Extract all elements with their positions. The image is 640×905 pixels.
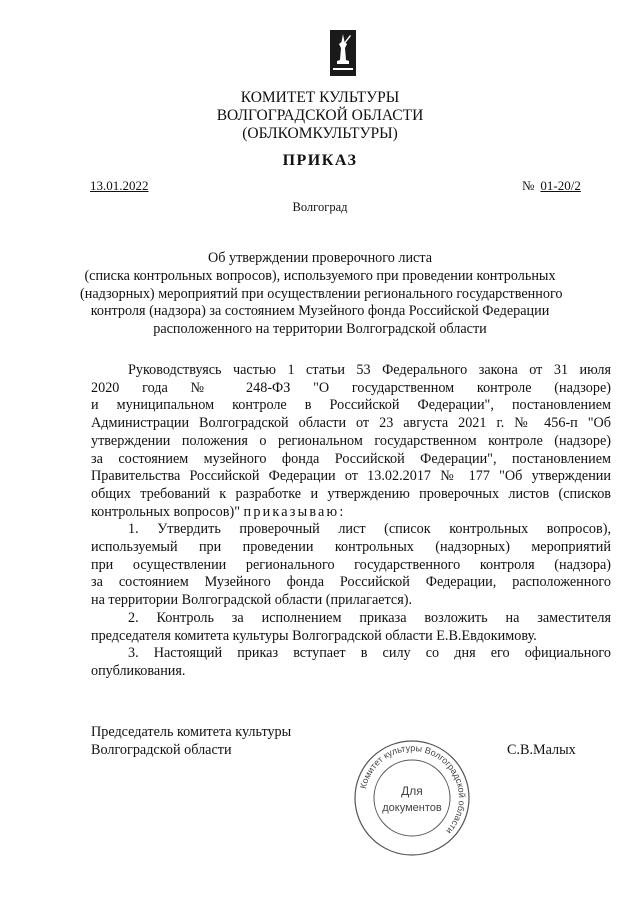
item1-line: за состоянием Музейного фонда Российской Федерации, расположенного	[91, 574, 611, 591]
subject-line: расположенного на территории Волгоградской области	[153, 321, 487, 338]
preamble-line: за состоянием музейного фонда Российской Федерации", постановлением	[91, 450, 611, 467]
document-subject	[80, 250, 563, 339]
preamble-line: утверждении положения о региональном государственном контроле (надзоре)	[91, 432, 611, 449]
preamble-line: Администрации Волгоградской области от 23 августа 2021 г. № 456-п "Об	[91, 415, 611, 432]
document-number	[522, 178, 581, 194]
coat-of-arms-emblem-icon	[330, 30, 356, 76]
item2-line: председателя комитета культуры Волгоградской области Е.В.Евдокимову.	[91, 627, 537, 644]
document-type-title: ПРИКАЗ	[282, 152, 358, 169]
document-city: Волгоград	[292, 200, 348, 214]
stamp-ring-text: Комитет культуры Волгоградской области	[357, 742, 468, 837]
signer-name: С.В.Малых	[507, 742, 576, 758]
item3-line: опубликования.	[91, 662, 186, 679]
document-number-value: 01-20/2	[540, 178, 581, 193]
item2-line: 2. Контроль за исполнением приказа возложить на заместителя	[128, 609, 611, 626]
preamble-line: 2020 года № 248-ФЗ "О государственном контроле (надзоре)	[91, 379, 611, 396]
preamble-line: Руководствуясь частью 1 статьи 53 Федерального закона от 31 июля	[128, 362, 611, 378]
signer-position-line2: Волгоградской области	[91, 742, 232, 758]
signer-position-line1: Председатель комитета культуры	[91, 724, 292, 740]
document-body	[91, 362, 611, 681]
subject-line: (списка контрольных вопросов), используемого при проведении контрольных	[84, 267, 556, 284]
item1-line: при осуществлении регионального государственного контроля (надзора)	[91, 556, 611, 573]
document-date: 13.01.2022	[90, 178, 149, 193]
preamble-last-line	[91, 504, 611, 522]
organization-name-line2: ВОЛГОГРАДСКОЙ ОБЛАСТИ	[216, 107, 424, 124]
official-stamp	[352, 738, 472, 858]
order-word: приказываю:	[243, 503, 346, 520]
preamble-line: общих требований к разработке и утверждению проверочных листов (списков	[91, 485, 611, 502]
number-sign: №	[522, 178, 535, 193]
preamble-line: и муниципальном контроле в Российской Федерации", постановлением	[91, 397, 611, 414]
organization-short-name: (ОБЛКОМКУЛЬТУРЫ)	[242, 125, 398, 142]
item1-line: на территории Волгоградской области (прилагается).	[91, 592, 413, 609]
subject-line: (надзорных) мероприятий при осуществлении регионального государственного	[80, 285, 563, 302]
stamp-center-line1: Для	[401, 784, 423, 798]
preamble-line: Правительства Российской Федерации от 13.02.2017 № 177 "Об утверждении	[91, 468, 611, 485]
item3-line: 3. Настоящий приказ вступает в силу со дня его официального	[128, 645, 611, 662]
preamble-line: контрольных вопросов)"	[91, 503, 240, 520]
subject-line: Об утверждении проверочного листа	[207, 250, 433, 266]
item1-line: используемый при проведении контрольных (надзорных) мероприятий	[91, 539, 611, 556]
organization-name-line1: КОМИТЕТ КУЛЬТУРЫ	[240, 89, 400, 106]
subject-line: контроля (надзора) за состоянием Музейного фонда Российской Федерации	[90, 303, 550, 320]
stamp-center-line2: документов	[382, 802, 442, 814]
item1-line: 1. Утвердить проверочный лист (список контрольных вопросов),	[128, 521, 611, 538]
